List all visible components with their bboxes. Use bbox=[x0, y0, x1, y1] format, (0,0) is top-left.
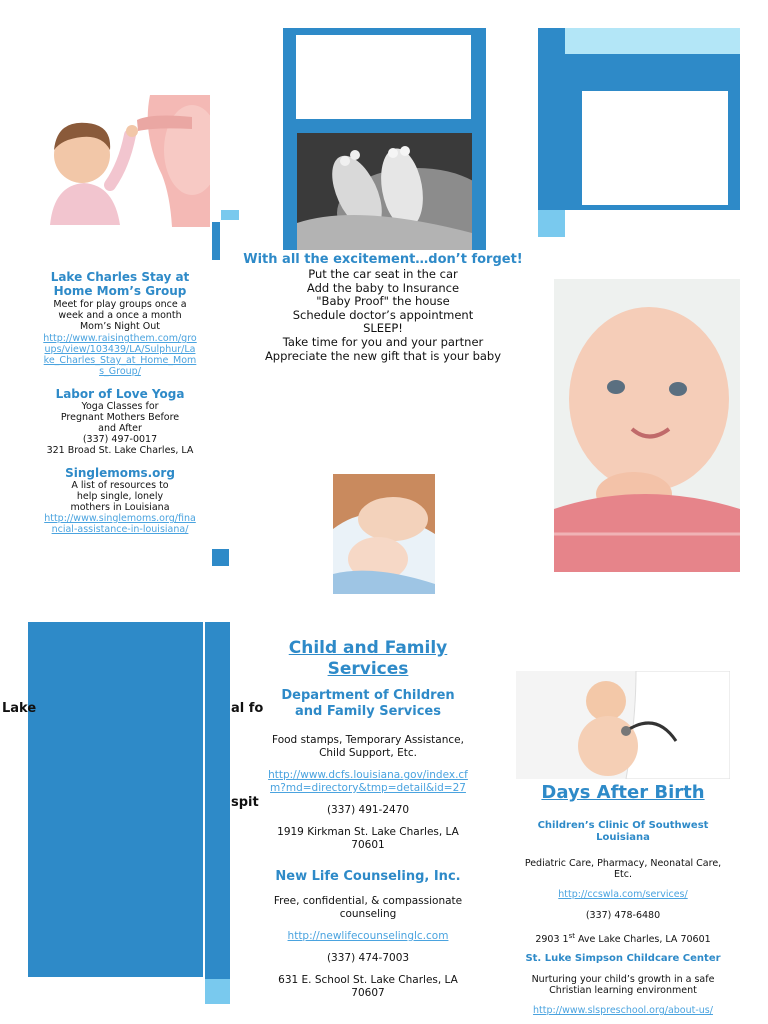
resource-desc: Meet for play groups once a week and a once a month Mom’s Night Out bbox=[53, 299, 187, 332]
checklist-item: Add the baby to Insurance bbox=[306, 280, 460, 295]
resource-link[interactable]: http://www.raisingthem.com/groups/view/103439/LA/Sulphur/Lake_Charles_Stay_at_Home_Moms_Group/ bbox=[43, 333, 197, 377]
section-title: Child and Family Services bbox=[288, 638, 448, 679]
checklist-item: Schedule doctor’s appointment bbox=[292, 307, 474, 322]
org-address: 631 E. School St. Lake Charles, LA 70607 bbox=[278, 974, 458, 999]
checklist-heading: With all the excitement…don’t forget! bbox=[243, 252, 523, 267]
small-square-1 bbox=[221, 210, 239, 220]
right-top-frame-inner bbox=[582, 91, 728, 205]
doctor-baby-photo bbox=[516, 671, 730, 779]
fragment-hosp: spit bbox=[231, 795, 259, 810]
org-phone: (337) 478-6480 bbox=[585, 910, 661, 921]
fragment-right: al fo bbox=[231, 701, 264, 716]
section-title: Days After Birth bbox=[541, 782, 705, 803]
checklist-item: Appreciate the new gift that is your baby bbox=[264, 348, 502, 363]
org-link[interactable]: http://newlifecounselinglc.com bbox=[287, 930, 449, 942]
checklist-items bbox=[232, 268, 534, 363]
org-phone: (337) 474-7003 bbox=[326, 952, 410, 964]
org-desc: Free, confidential, & compassionate counseling bbox=[273, 895, 463, 920]
left-resources bbox=[42, 270, 198, 535]
org-name: New Life Counseling, Inc. bbox=[275, 869, 461, 884]
child-family-services bbox=[264, 638, 472, 1000]
fragment-left: Lake bbox=[2, 701, 37, 716]
bottom-left-panel bbox=[28, 622, 203, 977]
org-link[interactable]: http://www.dcfs.louisiana.gov/index.cfm?md=directory&tmp=detail&id=27 bbox=[268, 769, 468, 794]
center-top-frame-gap bbox=[296, 119, 473, 133]
resource-title: Singlemoms.org bbox=[65, 466, 175, 480]
resource-link[interactable]: http://www.singlemoms.org/financial-assistance-in-louisiana/ bbox=[44, 513, 196, 535]
checklist-item: SLEEP! bbox=[363, 321, 403, 336]
resource-phone: (337) 497-0017 bbox=[82, 434, 158, 445]
small-square-2 bbox=[212, 549, 229, 566]
center-top-frame-inner bbox=[296, 35, 471, 119]
org-name: St. Luke Simpson Childcare Center bbox=[525, 953, 721, 965]
org-name: Children’s Clinic Of Southwest Louisiana bbox=[537, 820, 709, 843]
address-part: 2903 1 bbox=[535, 934, 569, 946]
resource-desc: A list of resources to help single, lonely mothers in Louisiana bbox=[70, 480, 170, 513]
smiling-baby-photo bbox=[554, 279, 740, 572]
bottom-left-light-square bbox=[205, 979, 230, 1004]
resource-desc: Yoga Classes for Pregnant Mothers Before and After bbox=[60, 401, 180, 434]
mother-baby-photo bbox=[333, 474, 435, 594]
right-top-light-square bbox=[538, 210, 565, 237]
address-sup: st bbox=[568, 932, 575, 940]
days-after-birth bbox=[516, 782, 730, 1016]
org-desc: Pediatric Care, Pharmacy, Neonatal Care, Etc. bbox=[524, 858, 722, 880]
org-desc: Nurturing your child’s growth in a safe Christian learning environment bbox=[531, 974, 715, 997]
bottom-left-strip bbox=[205, 622, 230, 979]
resource-address: 321 Broad St. Lake Charles, LA bbox=[46, 445, 194, 456]
baby-feet-photo bbox=[297, 133, 472, 250]
org-phone: (337) 491-2470 bbox=[326, 804, 410, 816]
org-link[interactable]: http://ccswla.com/services/ bbox=[558, 889, 688, 900]
resource-title: Labor of Love Yoga bbox=[55, 387, 185, 401]
right-top-pale-bar bbox=[565, 28, 740, 54]
checklist-item: "Baby Proof" the house bbox=[316, 294, 450, 309]
checklist-item: Put the car seat in the car bbox=[308, 267, 458, 281]
org-address: 1919 Kirkman St. Lake Charles, LA 70601 bbox=[277, 826, 459, 851]
org-name: Department of Children and Family Services bbox=[281, 688, 455, 719]
address-part: Ave Lake Charles, LA 70601 bbox=[574, 934, 711, 946]
checklist-item: Take time for you and your partner bbox=[282, 334, 484, 349]
org-link[interactable]: http://www.slspreschool.org/about-us/ bbox=[533, 1005, 713, 1017]
toddler-pregnant-photo bbox=[42, 95, 210, 227]
org-desc: Food stamps, Temporary Assistance, Child Support, Etc. bbox=[272, 734, 464, 759]
checklist bbox=[232, 252, 534, 363]
org-address bbox=[516, 931, 730, 945]
small-bar-1 bbox=[212, 222, 220, 260]
resource-title: Lake Charles Stay at Home Mom’s Group bbox=[50, 270, 190, 298]
